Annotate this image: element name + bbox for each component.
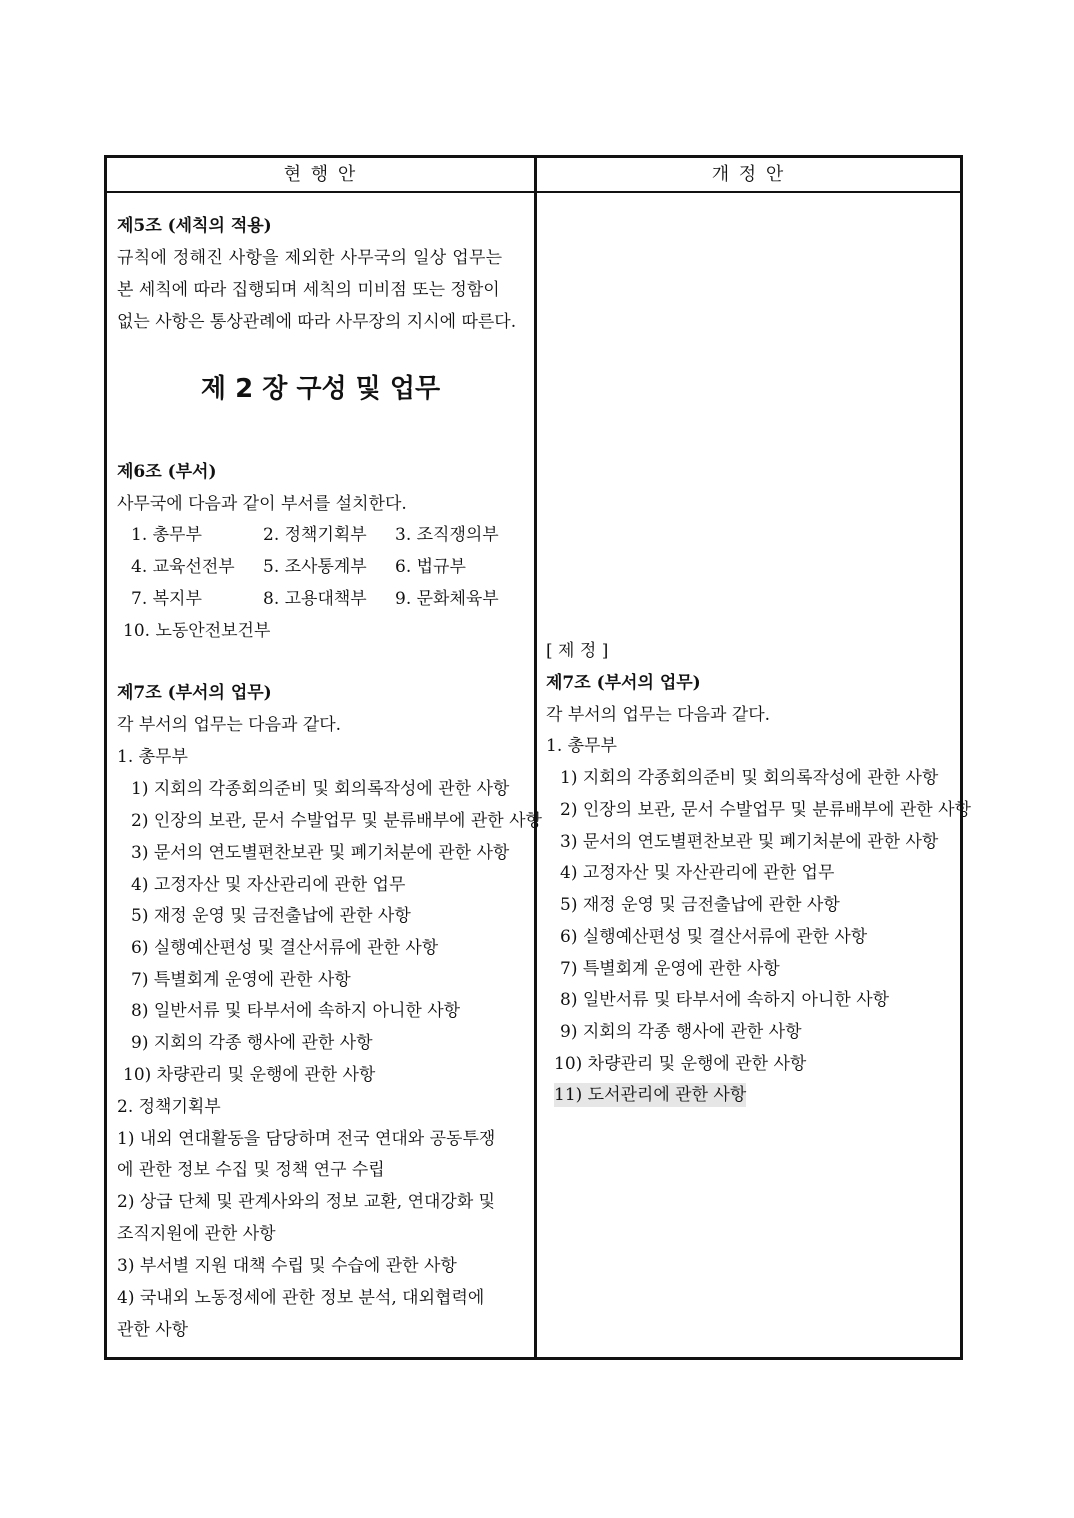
section-1-title-revised: 1. 총무부 (546, 736, 617, 756)
list-item: 3) 문서의 연도별편찬보관 및 폐기처분에 관한 사항 (131, 843, 510, 863)
list-item: 2) 인장의 보관, 문서 수발업무 및 분류배부에 관한 사항 (131, 811, 542, 831)
list-item: 5) 재정 운영 및 금전출납에 관한 사항 (560, 895, 840, 915)
article-5-line-1: 규칙에 정해진 사항을 제외한 사무국의 일상 업무는 (117, 248, 503, 268)
dept-item: 6. 법규부 (395, 557, 466, 577)
article-5-line-3: 없는 사항은 통상관례에 따라 사무장의 지시에 따른다. (117, 312, 517, 332)
list-item: 6) 실행예산편성 및 결산서류에 관한 사항 (131, 938, 439, 958)
list-item: 9) 지회의 각종 행사에 관한 사항 (560, 1022, 802, 1042)
list-item: 3) 문서의 연도별편찬보관 및 폐기처분에 관한 사항 (560, 832, 939, 852)
article-7-title-revised: 제7조 (부서의 업무) (546, 673, 701, 693)
list-item: 조직지원에 관한 사항 (117, 1224, 276, 1244)
column-divider (534, 155, 537, 1360)
list-item: 2) 상급 단체 및 관계사와의 정보 교환, 연대강화 및 (117, 1192, 496, 1212)
added-item-highlight: 11) 도서관리에 관한 사항 (554, 1085, 747, 1105)
list-item: 1) 지회의 각종회의준비 및 회의록작성에 관한 사항 (131, 779, 510, 799)
list-item: 7) 특별회계 운영에 관한 사항 (560, 959, 780, 979)
list-item: 1) 내외 연대활동을 담당하며 전국 연대와 공동투쟁 (117, 1129, 496, 1149)
header-divider (104, 191, 963, 193)
enactment-tag: [ 제 정 ] (546, 641, 609, 661)
list-item: 에 관한 정보 수집 및 정책 연구 수립 (117, 1160, 385, 1180)
list-item: 4) 고정자산 및 자산관리에 관한 업무 (131, 875, 406, 895)
article-5-line-2: 본 세칙에 따라 집행되며 세칙의 미비점 또는 정함이 (117, 280, 500, 300)
list-item: 10) 차량관리 및 운행에 관한 사항 (123, 1065, 376, 1085)
article-7-title: 제7조 (부서의 업무) (117, 683, 272, 703)
dept-item: 5. 조사통계부 (263, 557, 367, 577)
dept-item: 3. 조직쟁의부 (395, 525, 499, 545)
article-7-intro: 각 부서의 업무는 다음과 같다. (117, 715, 342, 735)
dept-item: 10. 노동안전보건부 (123, 621, 271, 641)
list-item: 1) 지회의 각종회의준비 및 회의록작성에 관한 사항 (560, 768, 939, 788)
chapter-heading: 제 2 장 구성 및 업무 (200, 374, 441, 404)
article-6-title: 제6조 (부서) (117, 462, 217, 482)
list-item: 4) 국내외 노동정세에 관한 정보 분석, 대외협력에 (117, 1288, 485, 1308)
list-item: 9) 지회의 각종 행사에 관한 사항 (131, 1033, 373, 1053)
list-item: 8) 일반서류 및 타부서에 속하지 아니한 사항 (560, 990, 890, 1010)
list-item: 10) 차량관리 및 운행에 관한 사항 (554, 1054, 807, 1074)
list-item: 6) 실행예산편성 및 결산서류에 관한 사항 (560, 927, 868, 947)
dept-item: 4. 교육선전부 (131, 557, 235, 577)
article-5-title: 제5조 (세칙의 적용) (117, 216, 272, 236)
dept-item: 9. 문화체육부 (395, 589, 499, 609)
list-item: 3) 부서별 지원 대책 수립 및 수습에 관한 사항 (117, 1256, 457, 1276)
list-item: 2) 인장의 보관, 문서 수발업무 및 분류배부에 관한 사항 (560, 800, 971, 820)
header-current: 현 행 안 (283, 164, 358, 185)
list-item: 4) 고정자산 및 자산관리에 관한 업무 (560, 863, 835, 883)
article-6-body: 사무국에 다음과 같이 부서를 설치한다. (117, 494, 407, 514)
list-item: 5) 재정 운영 및 금전출납에 관한 사항 (131, 906, 411, 926)
article-7-intro-revised: 각 부서의 업무는 다음과 같다. (546, 705, 771, 725)
dept-item: 7. 복지부 (131, 589, 202, 609)
list-item: 관한 사항 (117, 1320, 189, 1340)
header-revised: 개 정 안 (711, 164, 786, 185)
dept-item: 2. 정책기획부 (263, 525, 367, 545)
dept-item: 1. 총무부 (131, 525, 202, 545)
section-1-title: 1. 총무부 (117, 747, 188, 767)
list-item: 7) 특별회계 운영에 관한 사항 (131, 970, 351, 990)
list-item: 8) 일반서류 및 타부서에 속하지 아니한 사항 (131, 1001, 461, 1021)
section-2-title: 2. 정책기획부 (117, 1097, 221, 1117)
dept-item: 8. 고용대책부 (263, 589, 367, 609)
